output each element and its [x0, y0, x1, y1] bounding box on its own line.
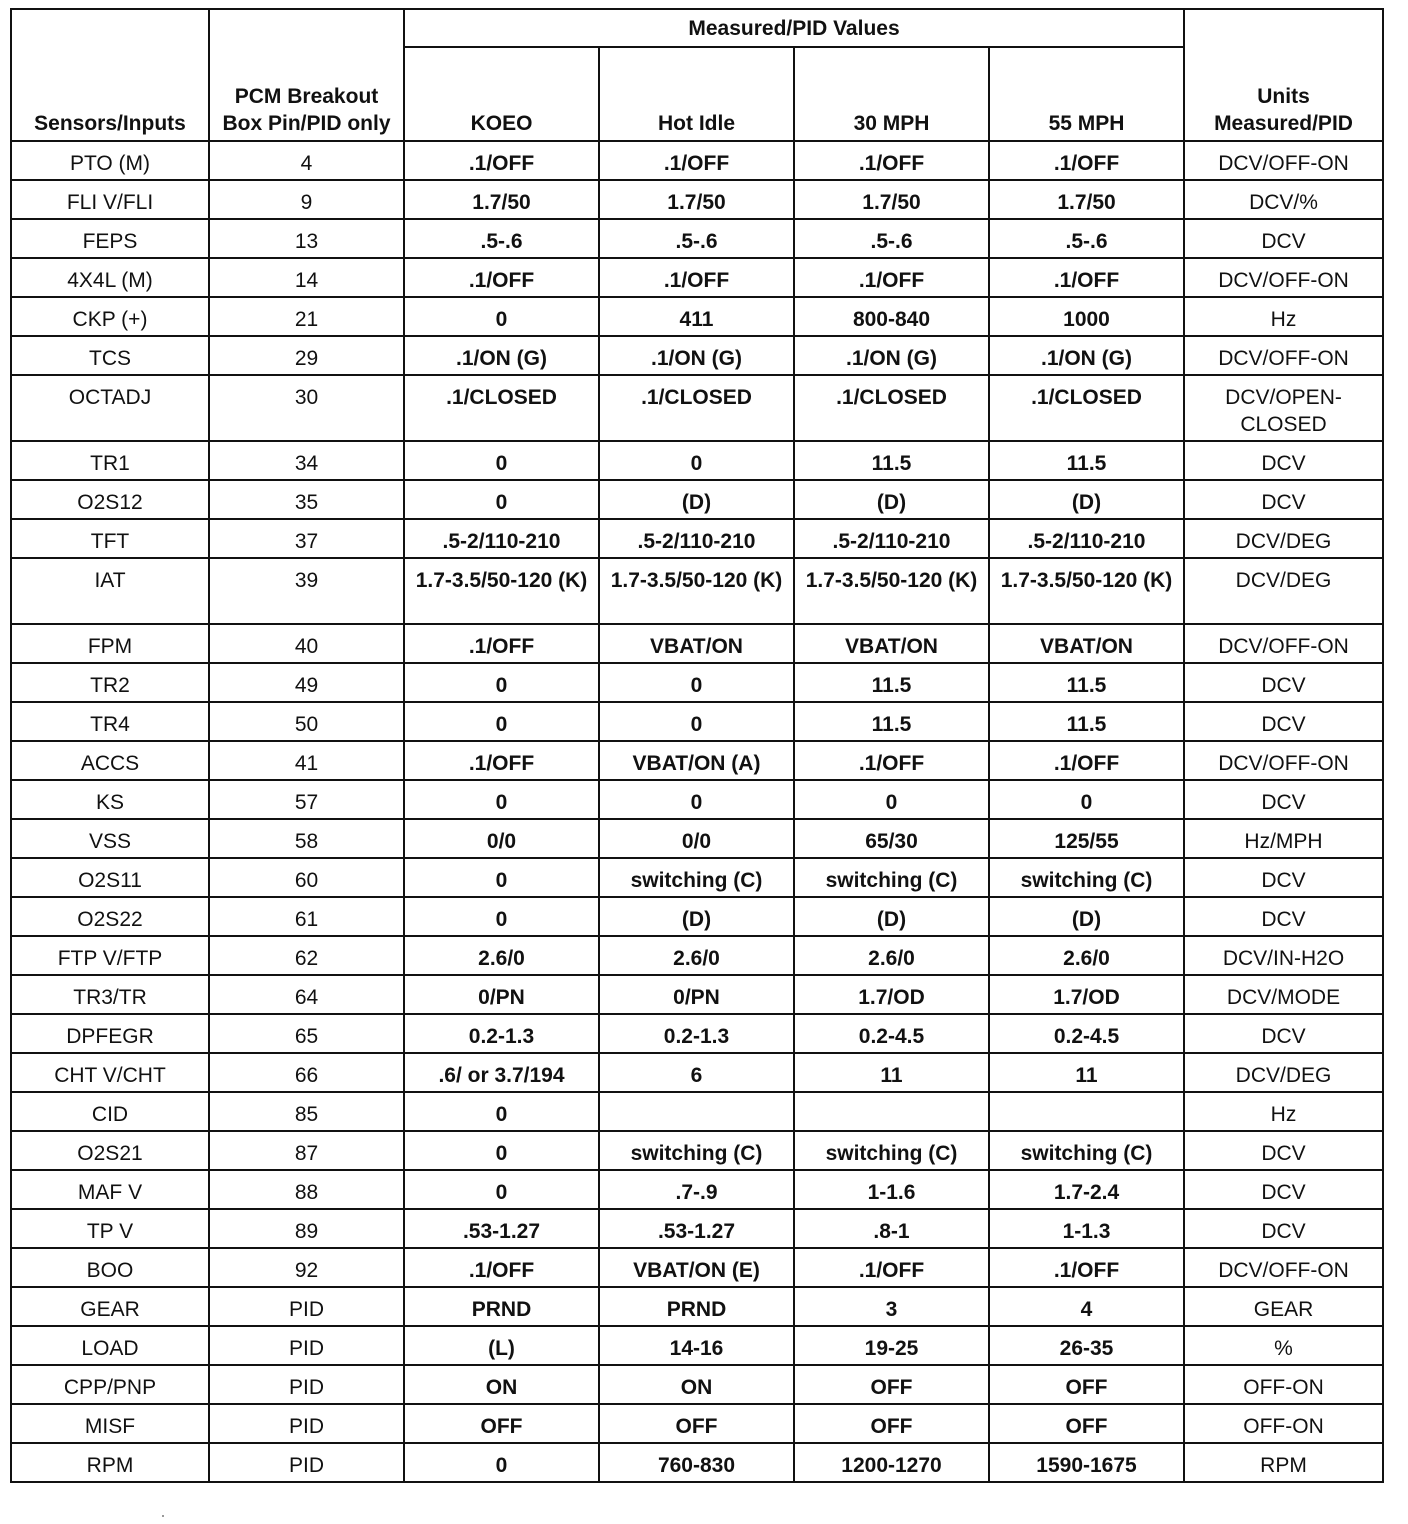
value-cell-koeo: .1/OFF — [404, 141, 599, 180]
units-cell: DCV — [1184, 219, 1383, 258]
units-cell: DCV/DEG — [1184, 1053, 1383, 1092]
pin-cell: 64 — [209, 975, 404, 1014]
sensor-cell: VSS — [11, 819, 209, 858]
pin-cell: 87 — [209, 1131, 404, 1170]
units-cell: DCV/OFF-ON — [1184, 1248, 1383, 1287]
units-cell: Hz — [1184, 297, 1383, 336]
value-cell-koeo: 0 — [404, 780, 599, 819]
value-cell-55-mph: 11.5 — [989, 441, 1184, 480]
table-row — [11, 141, 1383, 180]
value-cell-55-mph: VBAT/ON — [989, 624, 1184, 663]
units-cell: DCV/DEG — [1184, 558, 1383, 624]
value-cell-55-mph: 4 — [989, 1287, 1184, 1326]
sensor-cell: RPM — [11, 1443, 209, 1482]
value-cell-55-mph: switching (C) — [989, 1131, 1184, 1170]
sensor-cell: FEPS — [11, 219, 209, 258]
value-cell-hot-idle: PRND — [599, 1287, 794, 1326]
value-cell-55-mph: 1.7/50 — [989, 180, 1184, 219]
pin-cell: 65 — [209, 1014, 404, 1053]
value-cell-30-mph — [794, 1092, 989, 1131]
value-cell-koeo: 0 — [404, 1170, 599, 1209]
header-30-mph: 30 MPH — [794, 47, 989, 141]
table-row — [11, 441, 1383, 480]
value-cell-hot-idle: switching (C) — [599, 858, 794, 897]
value-cell-koeo: (L) — [404, 1326, 599, 1365]
units-cell: DCV/MODE — [1184, 975, 1383, 1014]
pin-cell: 4 — [209, 141, 404, 180]
sensor-cell: CPP/PNP — [11, 1365, 209, 1404]
value-cell-55-mph: .1/CLOSED — [989, 375, 1184, 441]
table-row — [11, 936, 1383, 975]
value-cell-30-mph: 0 — [794, 780, 989, 819]
sensor-cell: O2S12 — [11, 480, 209, 519]
units-cell: DCV — [1184, 1209, 1383, 1248]
table-row — [11, 1170, 1383, 1209]
value-cell-30-mph: 0.2-4.5 — [794, 1014, 989, 1053]
value-cell-30-mph: .5-2/110-210 — [794, 519, 989, 558]
pin-cell: 35 — [209, 480, 404, 519]
value-cell-55-mph: 0.2-4.5 — [989, 1014, 1184, 1053]
units-cell: OFF-ON — [1184, 1404, 1383, 1443]
pid-values-table — [10, 8, 1384, 1483]
value-cell-koeo: .1/OFF — [404, 258, 599, 297]
value-cell-koeo: .1/ON (G) — [404, 336, 599, 375]
value-cell-30-mph: 1.7/OD — [794, 975, 989, 1014]
value-cell-55-mph: 0 — [989, 780, 1184, 819]
pin-cell: 49 — [209, 663, 404, 702]
pin-cell: PID — [209, 1404, 404, 1443]
value-cell-55-mph: 1-1.3 — [989, 1209, 1184, 1248]
value-cell-koeo: 0.2-1.3 — [404, 1014, 599, 1053]
table-row — [11, 219, 1383, 258]
units-cell: Hz/MPH — [1184, 819, 1383, 858]
pin-cell: 89 — [209, 1209, 404, 1248]
sensor-cell: O2S11 — [11, 858, 209, 897]
sensor-cell: CID — [11, 1092, 209, 1131]
value-cell-30-mph: 1.7/50 — [794, 180, 989, 219]
value-cell-hot-idle: 1.7-3.5/50-120 (K) — [599, 558, 794, 624]
value-cell-hot-idle: ON — [599, 1365, 794, 1404]
table-row — [11, 1209, 1383, 1248]
header-units: Units Measured/PID — [1184, 9, 1383, 141]
units-cell: RPM — [1184, 1443, 1383, 1482]
table-row — [11, 258, 1383, 297]
value-cell-55-mph: 1590-1675 — [989, 1443, 1184, 1482]
units-cell: DCV/IN-H2O — [1184, 936, 1383, 975]
pin-cell: 30 — [209, 375, 404, 441]
units-cell: % — [1184, 1326, 1383, 1365]
units-cell: DCV/OFF-ON — [1184, 624, 1383, 663]
value-cell-hot-idle: .1/CLOSED — [599, 375, 794, 441]
units-cell: DCV — [1184, 480, 1383, 519]
table-row — [11, 663, 1383, 702]
table-row — [11, 819, 1383, 858]
value-cell-55-mph: 1.7-3.5/50-120 (K) — [989, 558, 1184, 624]
value-cell-55-mph: 26-35 — [989, 1326, 1184, 1365]
value-cell-koeo: 0/0 — [404, 819, 599, 858]
sensor-cell: CHT V/CHT — [11, 1053, 209, 1092]
table-body — [11, 141, 1383, 1482]
value-cell-koeo: .1/OFF — [404, 624, 599, 663]
value-cell-30-mph: OFF — [794, 1404, 989, 1443]
pin-cell: 61 — [209, 897, 404, 936]
value-cell-koeo: .1/CLOSED — [404, 375, 599, 441]
value-cell-koeo: .5-.6 — [404, 219, 599, 258]
pin-cell: 66 — [209, 1053, 404, 1092]
value-cell-30-mph: 1-1.6 — [794, 1170, 989, 1209]
value-cell-hot-idle: .5-.6 — [599, 219, 794, 258]
value-cell-30-mph: 3 — [794, 1287, 989, 1326]
value-cell-koeo: ON — [404, 1365, 599, 1404]
pin-cell: 85 — [209, 1092, 404, 1131]
sensor-cell: MISF — [11, 1404, 209, 1443]
sensor-cell: O2S22 — [11, 897, 209, 936]
sensor-cell: DPFEGR — [11, 1014, 209, 1053]
value-cell-30-mph: .1/OFF — [794, 258, 989, 297]
value-cell-30-mph: 65/30 — [794, 819, 989, 858]
value-cell-55-mph: .1/OFF — [989, 1248, 1184, 1287]
sensor-cell: KS — [11, 780, 209, 819]
sensor-cell: 4X4L (M) — [11, 258, 209, 297]
header-55-mph: 55 MPH — [989, 47, 1184, 141]
header-hot-idle: Hot Idle — [599, 47, 794, 141]
sensor-cell: IAT — [11, 558, 209, 624]
value-cell-30-mph: .1/OFF — [794, 1248, 989, 1287]
value-cell-koeo: 0 — [404, 441, 599, 480]
pin-cell: PID — [209, 1287, 404, 1326]
table-row — [11, 975, 1383, 1014]
value-cell-hot-idle: 0 — [599, 780, 794, 819]
scan-speck — [162, 1515, 164, 1517]
header-pin: PCM Breakout Box Pin/PID only — [209, 9, 404, 141]
value-cell-30-mph: 2.6/0 — [794, 936, 989, 975]
value-cell-koeo: 0 — [404, 1131, 599, 1170]
value-cell-koeo: 0 — [404, 1443, 599, 1482]
value-cell-hot-idle: VBAT/ON (A) — [599, 741, 794, 780]
table-row — [11, 1287, 1383, 1326]
value-cell-koeo: 0 — [404, 297, 599, 336]
value-cell-30-mph: .1/OFF — [794, 741, 989, 780]
value-cell-30-mph: 800-840 — [794, 297, 989, 336]
table-row — [11, 702, 1383, 741]
table-header — [11, 9, 1383, 141]
table-row — [11, 1131, 1383, 1170]
value-cell-hot-idle: 1.7/50 — [599, 180, 794, 219]
units-cell: DCV/OFF-ON — [1184, 336, 1383, 375]
sensor-cell: MAF V — [11, 1170, 209, 1209]
value-cell-hot-idle: .53-1.27 — [599, 1209, 794, 1248]
header-koeo: KOEO — [404, 47, 599, 141]
value-cell-30-mph: (D) — [794, 480, 989, 519]
header-sensors: Sensors/Inputs — [11, 9, 209, 141]
value-cell-55-mph: 11.5 — [989, 702, 1184, 741]
value-cell-hot-idle: 760-830 — [599, 1443, 794, 1482]
units-cell: DCV — [1184, 1170, 1383, 1209]
value-cell-55-mph: 1.7-2.4 — [989, 1170, 1184, 1209]
table-row — [11, 1053, 1383, 1092]
value-cell-30-mph: 1.7-3.5/50-120 (K) — [794, 558, 989, 624]
value-cell-hot-idle: (D) — [599, 897, 794, 936]
value-cell-koeo: 0 — [404, 858, 599, 897]
units-cell: GEAR — [1184, 1287, 1383, 1326]
pin-cell: 57 — [209, 780, 404, 819]
value-cell-hot-idle: 0 — [599, 663, 794, 702]
pin-cell: 9 — [209, 180, 404, 219]
value-cell-hot-idle: 2.6/0 — [599, 936, 794, 975]
sensor-cell: OCTADJ — [11, 375, 209, 441]
value-cell-hot-idle: 0/0 — [599, 819, 794, 858]
value-cell-koeo: OFF — [404, 1404, 599, 1443]
pin-cell: 37 — [209, 519, 404, 558]
table-row — [11, 480, 1383, 519]
units-cell: DCV — [1184, 897, 1383, 936]
value-cell-55-mph: (D) — [989, 480, 1184, 519]
value-cell-30-mph: VBAT/ON — [794, 624, 989, 663]
value-cell-30-mph: 11.5 — [794, 441, 989, 480]
table-row — [11, 1014, 1383, 1053]
value-cell-55-mph: .5-2/110-210 — [989, 519, 1184, 558]
table-row — [11, 780, 1383, 819]
sensor-cell: PTO (M) — [11, 141, 209, 180]
value-cell-hot-idle: 0/PN — [599, 975, 794, 1014]
value-cell-koeo: 1.7-3.5/50-120 (K) — [404, 558, 599, 624]
value-cell-hot-idle: 6 — [599, 1053, 794, 1092]
value-cell-30-mph: 11.5 — [794, 702, 989, 741]
value-cell-55-mph: .1/ON (G) — [989, 336, 1184, 375]
value-cell-30-mph: switching (C) — [794, 1131, 989, 1170]
value-cell-30-mph: 19-25 — [794, 1326, 989, 1365]
value-cell-hot-idle: .1/OFF — [599, 258, 794, 297]
pin-cell: 41 — [209, 741, 404, 780]
pin-cell: 34 — [209, 441, 404, 480]
value-cell-koeo: 0 — [404, 663, 599, 702]
value-cell-hot-idle: 0.2-1.3 — [599, 1014, 794, 1053]
value-cell-hot-idle: .1/ON (G) — [599, 336, 794, 375]
value-cell-55-mph: 11 — [989, 1053, 1184, 1092]
table-row — [11, 1443, 1383, 1482]
sensor-cell: ACCS — [11, 741, 209, 780]
units-cell: DCV — [1184, 663, 1383, 702]
units-cell: DCV — [1184, 702, 1383, 741]
value-cell-koeo: PRND — [404, 1287, 599, 1326]
pin-cell: 62 — [209, 936, 404, 975]
table-row — [11, 1326, 1383, 1365]
value-cell-55-mph: switching (C) — [989, 858, 1184, 897]
value-cell-hot-idle: (D) — [599, 480, 794, 519]
value-cell-hot-idle: 0 — [599, 441, 794, 480]
pin-cell: PID — [209, 1365, 404, 1404]
value-cell-55-mph: OFF — [989, 1365, 1184, 1404]
value-cell-koeo: .1/OFF — [404, 1248, 599, 1287]
value-cell-koeo: 0 — [404, 480, 599, 519]
pin-cell: 58 — [209, 819, 404, 858]
table-row — [11, 180, 1383, 219]
value-cell-30-mph: switching (C) — [794, 858, 989, 897]
value-cell-30-mph: .1/ON (G) — [794, 336, 989, 375]
units-cell: DCV/% — [1184, 180, 1383, 219]
pin-cell: 92 — [209, 1248, 404, 1287]
table-row — [11, 741, 1383, 780]
value-cell-30-mph: .8-1 — [794, 1209, 989, 1248]
value-cell-55-mph: 2.6/0 — [989, 936, 1184, 975]
value-cell-30-mph: 1200-1270 — [794, 1443, 989, 1482]
sensor-cell: TR4 — [11, 702, 209, 741]
sensor-cell: TR1 — [11, 441, 209, 480]
value-cell-hot-idle: .1/OFF — [599, 141, 794, 180]
table-row — [11, 558, 1383, 624]
pin-cell: 40 — [209, 624, 404, 663]
value-cell-koeo: 2.6/0 — [404, 936, 599, 975]
value-cell-55-mph: OFF — [989, 1404, 1184, 1443]
value-cell-hot-idle: .5-2/110-210 — [599, 519, 794, 558]
pin-cell: 29 — [209, 336, 404, 375]
value-cell-30-mph: (D) — [794, 897, 989, 936]
table-row — [11, 336, 1383, 375]
pin-cell: 88 — [209, 1170, 404, 1209]
value-cell-koeo: 0 — [404, 1092, 599, 1131]
sensor-cell: LOAD — [11, 1326, 209, 1365]
pin-cell: 21 — [209, 297, 404, 336]
value-cell-hot-idle: .7-.9 — [599, 1170, 794, 1209]
sensor-cell: BOO — [11, 1248, 209, 1287]
header-measured-values: Measured/PID Values — [404, 9, 1184, 47]
table-row — [11, 1404, 1383, 1443]
value-cell-hot-idle: VBAT/ON — [599, 624, 794, 663]
value-cell-koeo: .6/ or 3.7/194 — [404, 1053, 599, 1092]
pin-cell: 13 — [209, 219, 404, 258]
value-cell-55-mph: 125/55 — [989, 819, 1184, 858]
units-cell: Hz — [1184, 1092, 1383, 1131]
units-cell: DCV — [1184, 858, 1383, 897]
pin-cell: PID — [209, 1326, 404, 1365]
value-cell-koeo: 0 — [404, 897, 599, 936]
units-cell: DCV/OFF-ON — [1184, 141, 1383, 180]
value-cell-55-mph: .5-.6 — [989, 219, 1184, 258]
value-cell-55-mph: 1000 — [989, 297, 1184, 336]
value-cell-hot-idle — [599, 1092, 794, 1131]
value-cell-koeo: 0 — [404, 702, 599, 741]
value-cell-hot-idle: switching (C) — [599, 1131, 794, 1170]
units-cell: DCV/OFF-ON — [1184, 741, 1383, 780]
units-cell: DCV/OFF-ON — [1184, 258, 1383, 297]
units-cell: DCV/DEG — [1184, 519, 1383, 558]
value-cell-55-mph: .1/OFF — [989, 141, 1184, 180]
pin-cell: 60 — [209, 858, 404, 897]
value-cell-55-mph: 11.5 — [989, 663, 1184, 702]
value-cell-30-mph: .1/CLOSED — [794, 375, 989, 441]
units-cell: DCV — [1184, 1131, 1383, 1170]
value-cell-30-mph: OFF — [794, 1365, 989, 1404]
sensor-cell: FTP V/FTP — [11, 936, 209, 975]
value-cell-koeo: 0/PN — [404, 975, 599, 1014]
value-cell-hot-idle: 0 — [599, 702, 794, 741]
table-row — [11, 1365, 1383, 1404]
sensor-cell: TP V — [11, 1209, 209, 1248]
table-row — [11, 624, 1383, 663]
sensor-cell: CKP (+) — [11, 297, 209, 336]
sensor-cell: O2S21 — [11, 1131, 209, 1170]
units-cell: DCV — [1184, 1014, 1383, 1053]
value-cell-koeo: .53-1.27 — [404, 1209, 599, 1248]
table-row — [11, 375, 1383, 441]
pin-cell: 14 — [209, 258, 404, 297]
sensor-cell: TR2 — [11, 663, 209, 702]
pin-cell: PID — [209, 1443, 404, 1482]
sensor-cell: GEAR — [11, 1287, 209, 1326]
value-cell-hot-idle: VBAT/ON (E) — [599, 1248, 794, 1287]
value-cell-hot-idle: 14-16 — [599, 1326, 794, 1365]
units-cell: OFF-ON — [1184, 1365, 1383, 1404]
value-cell-30-mph: 11 — [794, 1053, 989, 1092]
units-cell: DCV — [1184, 441, 1383, 480]
sensor-cell: TCS — [11, 336, 209, 375]
table-row — [11, 297, 1383, 336]
value-cell-55-mph: .1/OFF — [989, 258, 1184, 297]
table-row — [11, 858, 1383, 897]
table-row — [11, 519, 1383, 558]
value-cell-55-mph: .1/OFF — [989, 741, 1184, 780]
table-row — [11, 1248, 1383, 1287]
sensor-cell: TFT — [11, 519, 209, 558]
sensor-cell: TR3/TR — [11, 975, 209, 1014]
value-cell-55-mph — [989, 1092, 1184, 1131]
value-cell-30-mph: 11.5 — [794, 663, 989, 702]
pin-cell: 50 — [209, 702, 404, 741]
sensor-cell: FLI V/FLI — [11, 180, 209, 219]
table-row — [11, 1092, 1383, 1131]
value-cell-55-mph: (D) — [989, 897, 1184, 936]
pin-cell: 39 — [209, 558, 404, 624]
sensor-cell: FPM — [11, 624, 209, 663]
units-cell: DCV — [1184, 780, 1383, 819]
value-cell-koeo: .5-2/110-210 — [404, 519, 599, 558]
value-cell-30-mph: .1/OFF — [794, 141, 989, 180]
units-cell: DCV/OPEN-CLOSED — [1184, 375, 1383, 441]
value-cell-hot-idle: 411 — [599, 297, 794, 336]
value-cell-koeo: 1.7/50 — [404, 180, 599, 219]
value-cell-30-mph: .5-.6 — [794, 219, 989, 258]
value-cell-koeo: .1/OFF — [404, 741, 599, 780]
table-row — [11, 897, 1383, 936]
value-cell-hot-idle: OFF — [599, 1404, 794, 1443]
value-cell-55-mph: 1.7/OD — [989, 975, 1184, 1014]
